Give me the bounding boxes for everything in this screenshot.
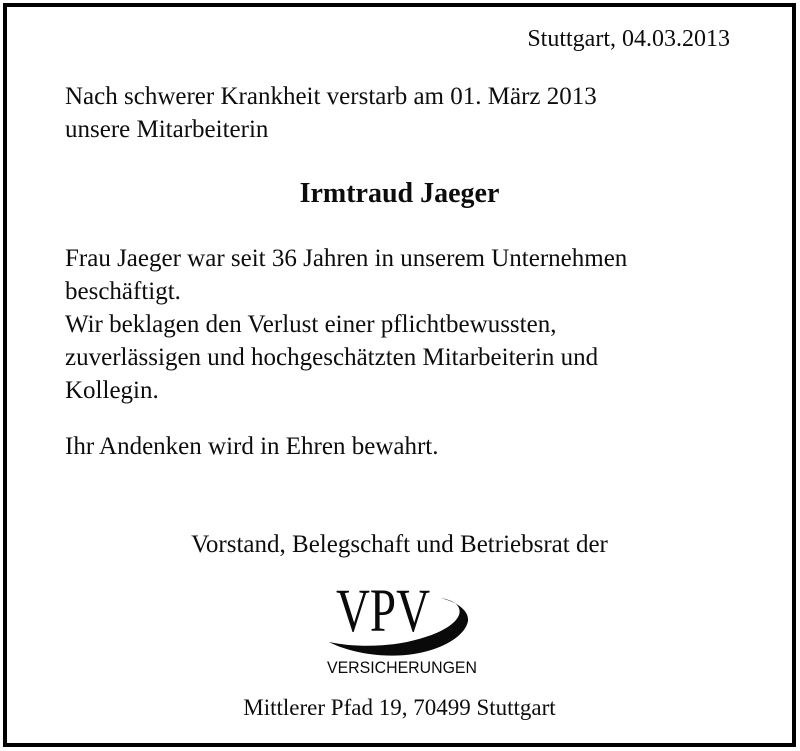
address-line: Mittlerer Pfad 19, 70499 Stuttgart xyxy=(243,695,556,720)
vpv-logo xyxy=(324,584,484,684)
body-line-5: Kollegin. xyxy=(65,377,159,404)
body-line-2: beschäftigt. xyxy=(65,278,181,305)
vpv-logo-graphic xyxy=(324,584,484,684)
intro-line-2: unsere Mitarbeiterin xyxy=(65,116,269,143)
signature-line: Vorstand, Belegschaft und Betriebsrat der xyxy=(191,531,608,558)
death-notice-document xyxy=(3,3,796,747)
deceased-name: Irmtraud Jaeger xyxy=(299,178,500,209)
body-line-3: Wir beklagen den Verlust einer pflichtbewussten, xyxy=(65,311,557,338)
intro-line-1: Nach schwerer Krankheit verstarb am 01. März 2013 xyxy=(65,83,597,110)
vpv-logo-text: VPV xyxy=(336,584,430,645)
remembrance-line: Ihr Andenken wird in Ehren bewahrt. xyxy=(65,433,439,460)
body-line-1: Frau Jaeger war seit 36 Jahren in unserem Unternehmen xyxy=(65,245,628,272)
vpv-logo-subtitle: VERSICHERUNGEN xyxy=(327,658,477,677)
intro-paragraph xyxy=(65,80,752,146)
body-paragraph xyxy=(65,242,752,407)
dateline: Stuttgart, 04.03.2013 xyxy=(527,26,730,52)
body-line-4: zuverlässigen und hochgeschätzten Mitarbeiterin und xyxy=(65,344,599,371)
